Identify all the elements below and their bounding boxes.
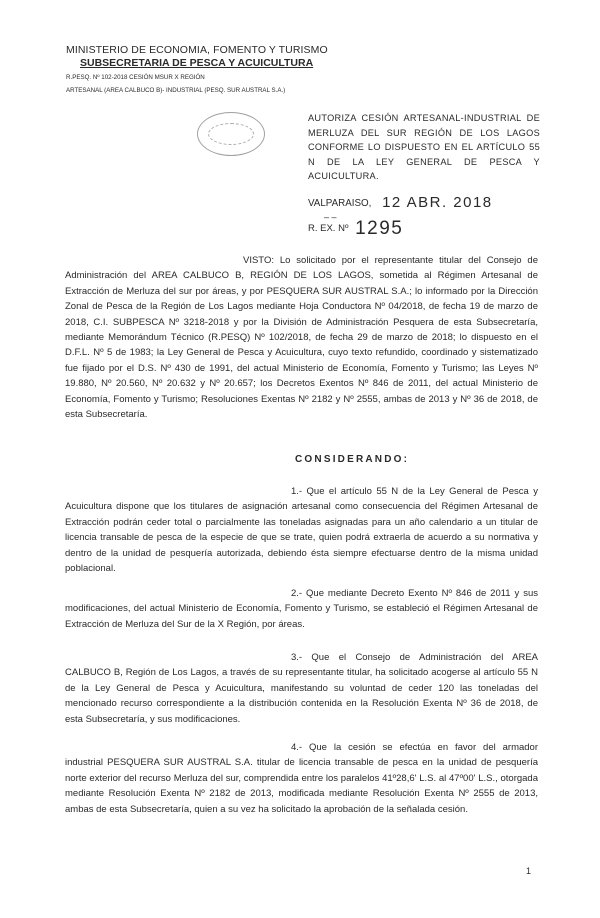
considerando-text-4: 4.- Que la cesión se efectúa en favor del armador industrial PESQUERA SUR AUSTRAL S.A. titular de licencia transable de pesca en la unidad de pesquería norte exterior del recurso Merluza del sur, comprendida entre los paralelos 41º28,6' L.S. al 47º00' L.S., otorgada mediante Resolución Exenta Nº 2182 de 2013, modificada mediante Resolución Exenta Nº 2555 de 2013, ambas de esta Subsecretaría, quien a su vez ha solicitado la aprobación de la señalada cesión. [65,742,538,815]
considerando-heading: CONSIDERANDO: [295,454,410,465]
date-line [308,194,493,211]
considerando-text-3: 3.- Que el Consejo de Administración del AREA CALBUCO B, Región de Los Lagos, a través de su representante titular, ha solicitado acogerse al artículo 55 N de la Ley General de Pesca y Acuicultura, manifestando su voluntad de ceder 120 las toneladas del mencionado recurso correspondiente a la distribución contenida en la Resolución Exenta Nº 36 de 2018, de esta Subsecretaría, y sus modificaciones. [65,652,538,725]
resolution-title: AUTORIZA CESIÓN ARTESANAL-INDUSTRIAL DE MERLUZA DEL SUR REGIÓN DE LOS LAGOS CONFORME LO DISPUESTO EN EL ARTÍCULO 55 N DE LA LEY GENERAL DE PESCA Y ACUICULTURA. [308,113,540,181]
letterhead [66,44,328,96]
considerando-text-2: 2.- Que mediante Decreto Exento Nº 846 de 2011 y sus modificaciones, del actual Ministerio de Economía, Fomento y Turismo, se estableció el Régimen Artesanal de Extracción de Merluza del Sur de la X Región, por áreas. [65,588,538,630]
considerando-item-1 [65,484,538,576]
date-stamp: 12 ABR. 2018 [382,194,493,211]
considerando-text-1: 1.- Que el artículo 55 N de la Ley General de Pesca y Acuicultura dispone que los titulares de asignación artesanal como consecuencia del Régimen Artesanal de Extracción podrán ceder total o parcialmente las toneladas asignadas para un año calendario a un titular de licencia transable de pesca de la especie de que se trate, quien podrá extraerla de acuerdo a su normativa y dentro de la unidad de pesquería autorizada, debiendo ésta siempre efectuarse dentro de la misma unidad poblacional. [65,486,538,575]
visto-paragraph [65,253,538,422]
visto-text: Lo solicitado por el representante titular del Consejo de Administración del AREA CALBUCO B, REGIÓN DE LOS LAGOS, sometida al Régimen Artesanal de Extracción de Merluza del sur por áreas, y por PESQUERA SUR AUSTRAL S.A.; lo informado por la Dirección Zonal de Pesca de la Región de Los Lagos mediante Hoja Conductora Nº 04/2018, de fecha 19 de marzo de 2018, C.I. SUBPESCA Nº 3218-2018 y por la División de Administración Pesquera de esta Subsecretaría, mediante Memorándum Técnico (R.PESQ) Nº 102/2018, de fecha 29 de marzo de 2018; lo dispuesto en el D.F.L. Nº 5 de 1983; la Ley General de Pesca y Acuicultura, cuyo texto refundido, coordinado y sistematizado fue fijado por el D.S. Nº 430 de 1991, del actual Ministerio de Economía, Fomento y Turismo; las Leyes Nº 19.880, Nº 20.560, Nº 20.632 y Nº 20.657; los Decretos Exentos Nº 846 de 2011, del actual Ministerio de Economía, Fomento y Turismo; Resoluciones Exentas Nº 2182 y Nº 2555, ambas de 2013 y Nº 36 de 2018, de esta Subsecretaría. [65,255,539,421]
exenta-line [308,212,404,240]
official-seal-stamp [197,112,265,156]
exenta-number: 1295 [355,218,404,239]
exenta-dashes: – – [324,212,337,222]
ministry-name: MINISTERIO DE ECONOMIA, FOMENTO Y TURISMO [66,44,328,56]
page-number: 1 [526,866,532,876]
visto-label: VISTO: [243,255,274,266]
reference-line-2: ARTESANAL (AREA CALBUCO B)- INDUSTRIAL (PESQ. SUR AUSTRAL S.A.) [66,87,286,94]
city-label: VALPARAISO, [308,198,372,209]
exenta-label: R. EX. Nº [308,223,349,234]
considerando-item-4 [65,740,538,817]
considerando-item-2 [65,586,538,632]
considerando-item-3 [65,650,538,727]
reference-line-1: R.PESQ. Nº 102-2018 CESIÓN MSUR X REGIÓN [66,74,205,81]
subsecretaria-name: SUBSECRETARIA DE PESCA Y ACUICULTURA [80,57,314,69]
